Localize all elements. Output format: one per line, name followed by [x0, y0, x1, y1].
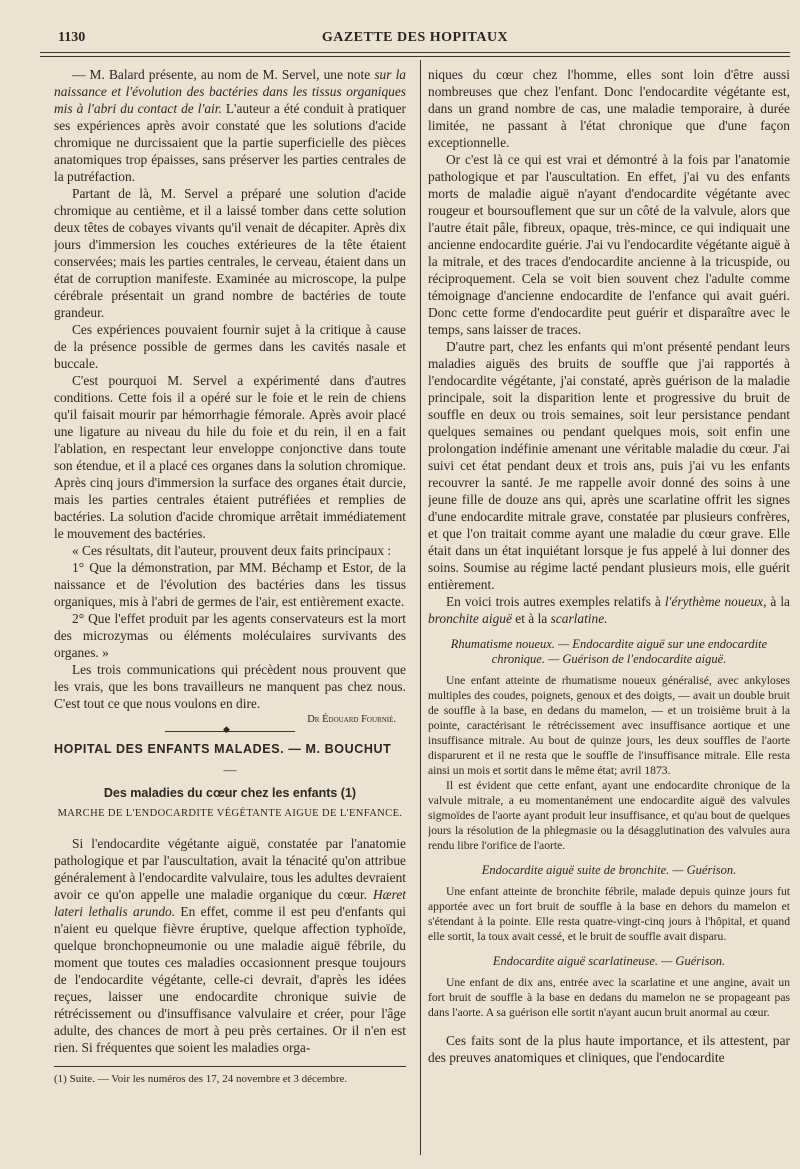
left-column [54, 66, 406, 1156]
paragraph: 2° Que l'effet produit par les agents conservateurs est la mort des microzymas ou éléments moléculaires survivants des organes. » [54, 611, 406, 660]
case-heading: Endocardite aiguë suite de bronchite. — Guérison. [481, 863, 737, 877]
signature: Dr Édouard Fournié. [307, 714, 396, 725]
hospital-heading: HOPITAL DES ENFANTS MALADES. — M. BOUCHUT [54, 742, 392, 756]
dash-divider: — [223, 762, 237, 777]
right-column [428, 66, 790, 1166]
footnote: (1) Suite. — Voir les numéros des 17, 24 novembre et 3 décembre. [54, 1073, 348, 1085]
case-text: Une enfant atteinte de bronchite fébrile, malade depuis quinze jours fut apportée avec un fort bruit de souffle à la base en dehors du mamelon et s'étendant à la pointe. Elle resta quatre-vingt-cinq jours à l'hôpital, et quand elle sortit, la toux avait cessé, et le bruit de souffle avait disparu. [428, 885, 790, 943]
paragraph: Les trois communications qui précèdent nous prouvent que les vrais, que les bons travailleurs ne manquent pas chez nous. C'est tout ce que nous voulons en dire. [54, 662, 406, 711]
paragraph: En voici trois autres exemples relatifs à l'érythème noueux, à la bronchite aiguë et à la scarlatine. [428, 594, 790, 626]
case-text: Il est évident que cette enfant, ayant une endocardite chronique de la valvule mitrale, a eu momentanément une endocardite aiguë des valvules sigmoïdes de l'aorte ayant produit leur insuffisance, et qu'au bout de quelques jours la résolution de la phlegmasie ou la désagglutination des valvules aura rendu libre l'orifice de l'aorte. [428, 779, 790, 852]
paragraph: D'autre part, chez les enfants qui m'ont présenté pendant leurs maladies aiguës des bruits de souffle que j'ai rapportés à l'endocardite végétante, j'ai constaté, après guérison de la maladie principale, soit la disparition lente et progressive du bruit de souffle en deux ou trois semaines, soit leur persistance pendant quelques semaines ou pendant quelques mois, soit enfin une prolongation indéfinie amenant une véritable maladie du cœur. J'ai suivi cet état pendant deux et trois ans, puis j'ai vu les enfants recouvrer la santé. Je me rappelle avoir donné des soins à une jeune fille de douze ans qui, après une scarlatine offrit les signes d'une endocardite mitrale grave, constatée par plusieurs confrères, et que l'on traitait comme ayant une maladie du cœur grave. Elle était dans un état inquiétant lorsque je fus appelé à lui donner des soins. Soumise au régime lacté pendant plusieurs mois, elle guérit entièrement. [428, 339, 790, 592]
case-heading: Endocardite aiguë scarlatineuse. — Guérison. [492, 954, 726, 968]
running-title: GAZETTE DES HOPITAUX [321, 30, 509, 45]
case-heading: Rhumatisme noueux. — Endocardite aiguë sur une endocardite chronique. — Guérison de l'endocardite aiguë. [450, 637, 768, 666]
case-text: Une enfant atteinte de rhumatisme noueux généralisé, avec ankyloses multiples des coudes, poignets, genoux et des doigts, — avait un double bruit de souffle à la base, en dedans du mamelon, — et un troisième bruit à la pointe, caractérisant le rétrécissement avec insuffisance aortique et une insuffisance mitrale. Au bout de quinze jours, les deux souffles de l'aorte disparurent et il ne resta que le souffle de l'insuffisance mitrale. Elle resta ainsi un mois et sortit dans le même état; avril 1873. [428, 674, 790, 777]
header-rule-thin [40, 56, 790, 57]
paragraph: C'est pourquoi M. Servel a expérimenté dans d'autres conditions. Cette fois il a opéré sur le foie et le rein de chiens qu'il faisait mourir par hémorrhagie fémorale. Après avoir placé une ligature au niveau du hile du foie et du rein, il en a fait l'ablation, en respectant leur enveloppe conjonctive dans toute son étendue, et il a placé ces organes dans la solution chromique. Après cinq jours d'immersion la surface des organes était durcie, mais les parties centrales étaient putréfiées et remplies de bactéries. La solution d'acide chromique arrêtait immédiatement le mouvement des bactéries. [54, 373, 406, 541]
page-header [40, 28, 790, 50]
header-rule [40, 52, 790, 53]
separator-ornament [165, 731, 295, 732]
paragraph: — M. Balard présente, au nom de M. Servel, une note sur la naissance et l'évolution des bactéries dans les tissus organiques mis à l'abri du contact de l'air. L'auteur a été conduit à pratiquer ses expériences après avoir constaté que les solutions d'acide chromique ne durcissaient que la partie superficielle des pièces anatomiques trop épaisses, sans préserver les parties centrales de la putréfaction. [54, 67, 406, 184]
paragraph: Partant de là, M. Servel a préparé une solution d'acide chromique au centième, et il a laissé tomber dans cette solution deux têtes de cobayes vivants qu'il venait de décapiter. Après dix jours d'immersion les couches extérieures de la tête étaient conservées; mais les parties centrales, le cerveau, étaient dans un état de corruption manifeste. Examinée au microscope, la pulpe cérébrale présentait un grand nombre de bactéries de toute grandeur. [54, 186, 406, 320]
subsection-title: MARCHE DE L'ENDOCARDITE VÉGÉTANTE AIGUE DE L'ENFANCE. [57, 808, 403, 819]
paragraph: Si l'endocardite végétante aiguë, constatée par l'anatomie pathologique et par l'auscultation, avait la ténacité qu'on attribue généralement à l'endocardite valvulaire, tous les adultes devraient avoir ce qu'on appelle une maladie organique du cœur. Hæret lateri lethalis arundo. En effet, comme il est peu d'enfants qui n'aient eu quelque fièvre éruptive, quelque affection typhoïde, quelque bronchopneumonie ou une maladie aiguë fébrile, du moment que toutes ces maladies occasionnent presque toujours de l'endocardite végétante, celle-ci devrait, d'après les idées reçues, laisser une endocardite chronique suivie de rétrécissement ou d'insuffisance valvulaire et créer, pour l'âge adulte, des chances de mort à peu près certaines. Or il n'en est rien. Si fréquentes que soient les maladies orga- [54, 836, 406, 1055]
paragraph: « Ces résultats, dit l'auteur, prouvent deux faits principaux : [72, 543, 392, 558]
section-title: Des maladies du cœur chez les enfants (1) [103, 786, 357, 800]
paragraph: 1° Que la démonstration, par MM. Béchamp et Estor, de la naissance et de l'évolution des bactéries dans les tissus organiques, mis à l'abri de germes de l'air, est entièrement exacte. [54, 560, 406, 609]
paragraph: Ces faits sont de la plus haute importance, et ils attestent, par des preuves anatomiques et cliniques, que l'endocardite [428, 1033, 790, 1065]
case-text: Une enfant de dix ans, entrée avec la scarlatine et une angine, avait un fort bruit de souffle à la base en dedans du mamelon ne se propageant pas dans l'aorte. A sa guérison elle sortit n'ayant aucun bruit anormal au cœur. [428, 976, 790, 1019]
page-number: 1130 [58, 30, 86, 45]
paragraph: Ces expériences pouvaient fournir sujet à la critique à cause de la présence possible de germes dans les cavités nasale et buccale. [54, 322, 406, 371]
paragraph: Or c'est là ce qui est vrai et démontré à la fois par l'anatomie pathologique et par l'auscultation. En effet, j'ai vu des enfants morts de maladie aiguë n'ayant d'endocardite végétante avec rougeur et boursouflement que sur un côté de la valvule, alors que l'autre était pâle, fibreux, opaque, très-mince, ce qui indiquait une ancienne endocardite guérie. J'ai vu l'endocardite végétante aiguë à la mitrale, et des traces d'endocardite ancienne à la tricuspide, ou réciproquement. Cela se voit bien souvent chez l'adulte comme témoignage d'ancienne endocardite de l'enfance qui avait guéri. Donc cette forme d'endocardite peut guérir et disparaître avec le temps, sans laisser de traces. [428, 152, 790, 337]
footnote-rule [54, 1066, 406, 1067]
column-divider [420, 60, 421, 1155]
paragraph: niques du cœur chez l'homme, elles sont loin d'être aussi nombreuses que chez l'enfant. Donc l'endocardite végétante est, dans un grand nombre de cas, une maladie temporaire, à durée limitée, ne passant à l'état chronique que d'une façon exceptionnelle. [428, 67, 790, 150]
